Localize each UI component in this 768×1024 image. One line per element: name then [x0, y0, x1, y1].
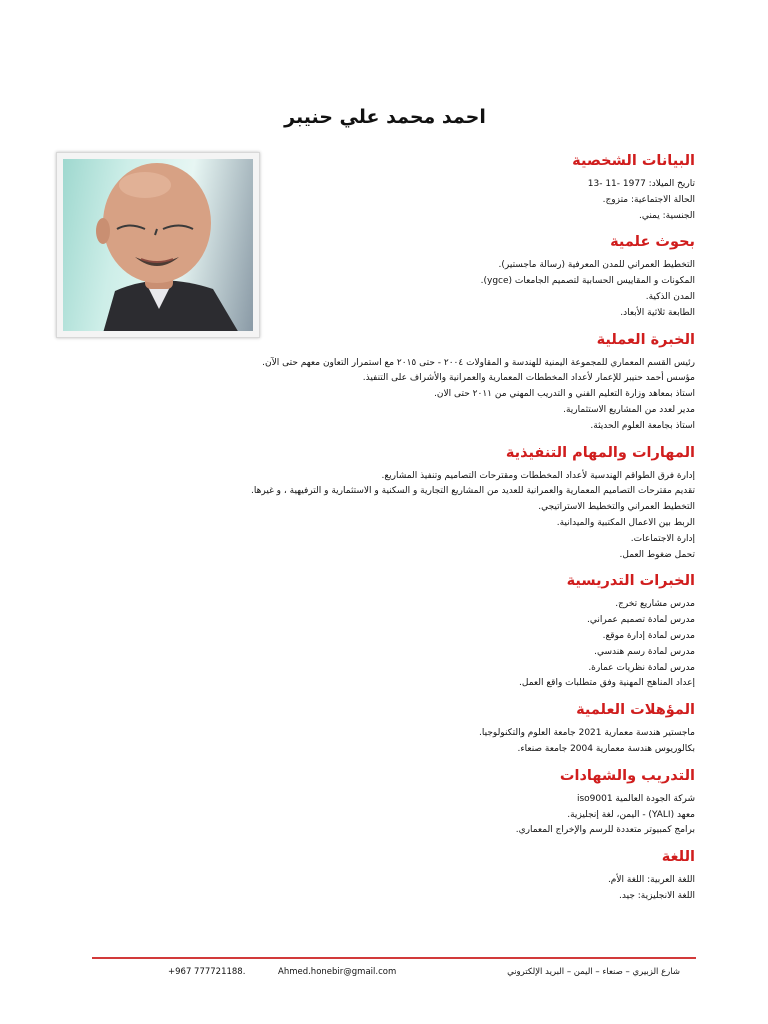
section-title-teaching: الخبرات التدريسية — [566, 573, 695, 590]
teaching-line: مدرس لمادة رسم هندسي. — [594, 646, 695, 657]
person-name: احمد محمد علي حنيبر — [284, 106, 486, 128]
training-line: برامج كمبيوتر متعددة للرسم والإخراج المعماري. — [515, 825, 695, 836]
research-line: المكونات و المقاييس الحسابية لتصميم الجامعات (ygce). — [480, 276, 695, 287]
work-line: استاذ بجامعة العلوم الحديثة. — [590, 420, 695, 431]
teaching-line: مدرس لمادة إدارة موقع. — [602, 630, 695, 641]
education-line: ماجستير هندسة معمارية 2021 جامعة العلوم والتكنولوجيا. — [479, 728, 695, 739]
section-title-education: المؤهلات العلمية — [576, 702, 695, 719]
section-skills — [135, 442, 695, 564]
research-line: الطابعة ثلاثية الأبعاد. — [620, 307, 695, 318]
section-education — [135, 699, 695, 758]
skills-line: إدارة الاجتماعات. — [630, 533, 695, 544]
teaching-line: مدرس لمادة نظريات عمارة. — [588, 662, 695, 673]
skills-line: التخطيط العمراني والتخطيط الاستراتيجي. — [538, 502, 695, 513]
language-line: اللغة الانجليزية: جيد. — [619, 890, 695, 901]
footer-email[interactable]: Ahmed.honebir@gmail.com — [278, 967, 397, 977]
section-title-language: اللغة — [661, 849, 695, 866]
skills-line: إدارة فرق الطواقم الهندسية لأعداد المخططات ومقترحات التصاميم وتنفيذ المشاريع. — [381, 470, 695, 481]
skills-line: تقديم مقترحات التصاميم المعمارية والعمرانية للعديد من المشاريع التجارية و السكنية و الاستثمارية و الترفيهية ، و غيرها. — [251, 486, 695, 497]
personal-line: تاريخ الميلاد: 1977 -11 -13 — [587, 179, 695, 189]
personal-line: الحالة الاجتماعية: متزوج. — [602, 194, 695, 205]
footer-address: شارع الزبيري – صنعاء – اليمن – البريد الإلكتروني — [507, 967, 680, 977]
section-teaching — [135, 570, 695, 692]
education-line: بكالوريوس هندسة معمارية 2004 جامعة صنعاء. — [517, 743, 695, 754]
work-line: مدير لعدد من المشاريع الاستثمارية. — [563, 404, 695, 415]
personal-line: الجنسية: يمني. — [638, 210, 695, 221]
section-title-research: بحوث علمية — [610, 234, 695, 251]
training-line: شركة الجودة العالمية iso9001 — [576, 793, 695, 804]
work-line: استاذ بمعاهد وزارة التعليم الفني و التدريب المهني من ٢٠١١ حتى الان. — [434, 389, 695, 400]
research-line: المدن الذكية. — [645, 291, 695, 302]
research-line: التخطيط العمراني للمدن المعرفية (رسالة ماجستير). — [498, 260, 695, 271]
language-line: اللغة العربية: اللغة الأم. — [607, 875, 695, 886]
section-research — [135, 231, 695, 321]
skills-line: تحمل ضغوط العمل. — [619, 549, 695, 560]
section-training — [135, 765, 695, 839]
section-title-training: التدريب والشهادات — [559, 767, 695, 784]
section-title-skills: المهارات والمهام التنفيذية — [505, 444, 695, 461]
skills-line: الربط بين الاعمال المكتبية والميدانية. — [556, 517, 695, 528]
section-work — [135, 329, 695, 435]
section-personal — [135, 150, 695, 224]
training-line: معهد (YALI) - اليمن، لغة إنجليزية. — [567, 809, 695, 820]
footer-divider — [92, 957, 696, 959]
section-title-personal: البيانات الشخصية — [572, 153, 695, 169]
work-line: رئيس القسم المعماري للمجموعة اليمنية للهندسة و المقاولات ٢٠٠٤ - حتى ٢٠١٥ مع استمرار التعاون معهم حتى الآن. — [262, 357, 695, 368]
footer — [92, 967, 696, 983]
section-title-work: الخبرة العملية — [596, 331, 695, 348]
teaching-line: إعداد المناهج المهنية وفق متطلبات واقع العمل. — [519, 678, 695, 689]
footer-phone: +967 777721188. — [168, 967, 246, 977]
cv-content — [135, 150, 695, 912]
teaching-line: مدرس لمادة تصميم عمراني. — [587, 615, 695, 626]
work-line: مؤسس أحمد حنيبر للإعمار لأعداد المخططات المعمارية والعمرانية والأشراف على التنفيذ. — [362, 373, 695, 384]
section-language — [135, 846, 695, 905]
teaching-line: مدرس مشاريع تخرج. — [615, 599, 695, 610]
